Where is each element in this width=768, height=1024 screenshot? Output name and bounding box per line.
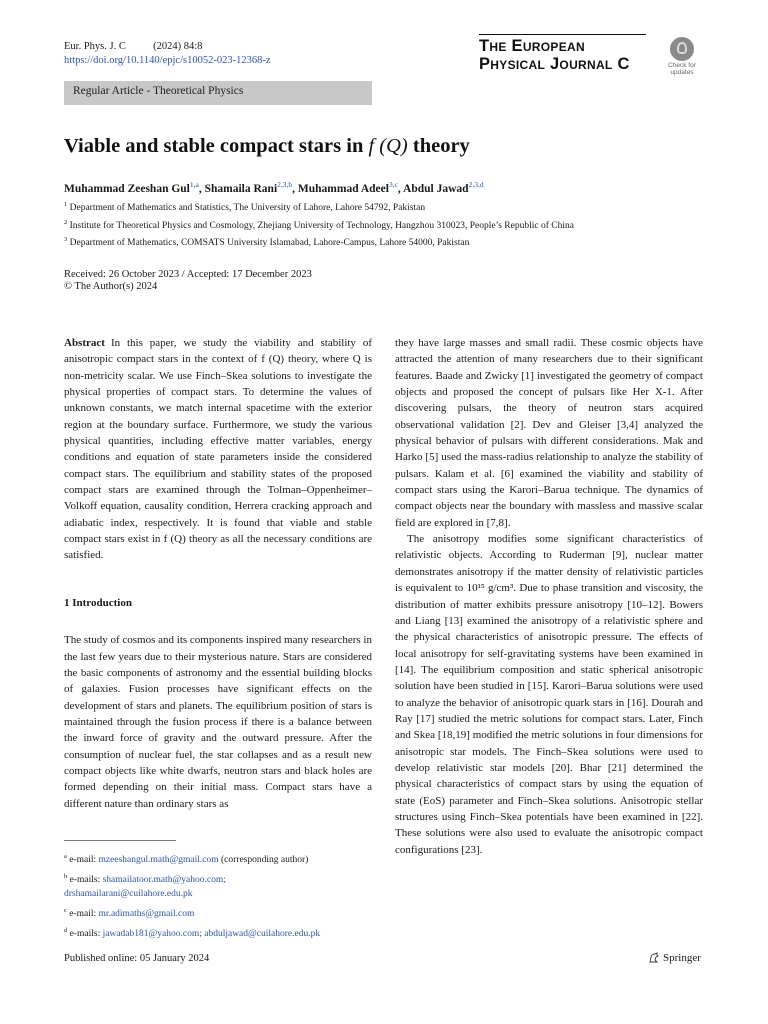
affiliation: $^1$ Department of Mathematics and Statistics, The University of Lahore, Lahore 54792, Pakistan [64, 201, 426, 214]
check-for-updates-badge[interactable] [662, 35, 702, 75]
author[interactable]: Muhammad Adeel$^{3,c}$, [297, 180, 404, 195]
author[interactable]: Muhammad Zeeshan Gul$^{1,a}$, [64, 180, 205, 195]
section-heading-introduction: 1 Introduction [64, 596, 132, 609]
email-link[interactable]: mr.adimaths@gmail.com [98, 909, 195, 920]
publisher-name: Springer [663, 952, 701, 964]
journal-abbrev: Eur. Phys. J. C [64, 41, 126, 52]
affiliation: $^2$ Institute for Theoretical Physics and Cosmology, Zhejiang University of Technology, Hangzhou 310023, People’s Republic of China [64, 218, 574, 231]
badge-text-2: updates [670, 69, 694, 76]
dates-block [64, 269, 312, 293]
badge-text-1: Check for [668, 62, 696, 69]
check-for-updates-icon [670, 37, 694, 61]
left-column [64, 335, 372, 812]
abstract-text: In this paper, we study the viability and stability of anisotropic compact stars in the context of f (Q) theory, where Q is non-metricity scalar. We use Finch–Skea solutions to investigate the physical properties of compact stars. To determine the values of unknown constants, we match internal spacetime with the exterior region at the boundary surface. Furthermore, we study the various physical quantities, including effective matter variables, energy conditions and equation of state parameters inside the considered compact stars. The equilibrium and stability states of the proposed compact stars are examined through the Tolman–Oppenheimer–Volkoff equation, causality condition, Herrera cracking approach and adiabatic index, respectively. It is found that viable and stable compact stars exist in f (Q) theory as all the necessary conditions are satisfied. [64, 337, 372, 562]
author[interactable]: Abdul Jawad$^{2,3,d}$ [403, 180, 484, 195]
publisher-logo [648, 952, 701, 964]
title-math: f (Q) [368, 135, 408, 157]
affiliations [64, 198, 704, 251]
footnote: $^d$ e-mails: jawadab181@yahoo.com; abduljawad@cuilahore.edu.pk [64, 927, 321, 940]
email-link[interactable]: mzeeshangul.math@gmail.com [98, 855, 219, 866]
footnotes [64, 850, 374, 945]
body-paragraph: The anisotropy modifies some significant characteristics of relativistic objects. According to Ruderman [9], nuclear matter demonstrates anisotropy if the matter density of relativistic particles is equivalent to 10¹⁵ g/cm³. Due to phase transition and viscosity, the distribution of matter exhibits pressure anisotropy [10–12]. Bowers and Liang [13] examined the anisotropy of a relativistic sphere and the physical characteristics of anisotropic pressure. The effects of local anisotropy for self-gravitating systems have been examined in [14]. The equilibrium composition and static spherical anisotropic solution have been studied in [15]. Karori–Barua solutions were used to analyze the behavior of anisotropic quark stars in [16]. Dourah and Ray [17] studied the metric solutions for compact stars. Later, Finch and Skea [18,19] modified the metric solutions in four dimensions for anisotropic star models. The Finch–Skea solutions were used to develop relativistic star models [20]. Bhar [21] determined the physical characteristics of compact stars by using the equation of state (EoS) parameter and Finch–Skea solutions. Anisotropic stellar structures using Finch–Skea potentials have been examined in [22]. These solutions were also used to evaluate the anisotropic compact configurations [23]. [395, 533, 703, 856]
abstract [64, 335, 372, 564]
paper-title [64, 135, 470, 158]
year-volume: (2024) 84:8 [153, 41, 203, 52]
journal-name-line1: The European [479, 37, 585, 55]
footnote: $^a$ e-mail: mzeeshangul.math@gmail.com (corresponding author) [64, 853, 309, 866]
email-link[interactable]: jawadab181@yahoo.com; [102, 929, 202, 940]
received-dates: Received: 26 October 2023 / Accepted: 17 December 2023 [64, 269, 312, 280]
email-link[interactable]: drshamailarani@cuilahore.edu.pk [64, 888, 193, 899]
intro-paragraph: The study of cosmos and its components inspired many researchers in the last few years due to their mysterious nature. Stars are considered the basic components of astronomy and the essential building blocks of galaxies. Fusion processes have significant effects on the development of stars and planets. The equilibrium position of stars is maintained through the fusion process if there is a balance between the inward force of gravity and the outward pressure. After the consumption of nuclear fuel, the star collapses and as a result new compact objects like white dwarfs, neutron stars and black holes are formed depending on their initial mass. Compact stars have a different nature than ordinary stars as [64, 634, 372, 810]
title-text: Viable and stable compact stars in [64, 135, 369, 157]
article-type-bar [64, 81, 372, 105]
citation-info [64, 40, 270, 68]
journal-name [479, 37, 630, 73]
article-type-label: Regular Article - Theoretical Physics [73, 85, 244, 97]
author[interactable]: Shamaila Rani$^{2,3,b}$, [204, 180, 298, 195]
abstract-label: Abstract [64, 337, 105, 349]
title-text-end: theory [407, 135, 470, 157]
copyright: © The Author(s) 2024 [64, 281, 158, 292]
springer-horse-icon [648, 952, 660, 964]
footnote: $^c$ e-mail: mr.adimaths@gmail.com [64, 906, 195, 920]
footnote-rule [64, 840, 176, 841]
doi-link[interactable]: https://doi.org/10.1140/epjc/s10052-023-12368-z [64, 55, 271, 66]
journal-rule [479, 34, 646, 35]
email-link[interactable]: shamailatoor.math@yahoo.com; [102, 875, 226, 886]
right-column [395, 335, 703, 858]
email-link[interactable]: abduljawad@cuilahore.edu.pk [204, 929, 321, 940]
journal-name-line2: Physical Journal C [479, 55, 630, 73]
footnote: $^b$ e-mails: shamailatoor.math@yahoo.com; drshamailarani@cuilahore.edu.pk [64, 873, 226, 899]
affiliation: $^3$ Department of Mathematics, COMSATS University Islamabad, Lahore-Campus, Lahore 54000, Pakistan [64, 236, 470, 249]
published-date: Published online: 05 January 2024 [64, 953, 210, 964]
body-paragraph: they have large masses and small radii. These cosmic objects have attracted the attention of many researchers due to their significant features. Baade and Zwicky [1] investigated the geometry of compact objects and proposed the concept of pulsars like Her X-1. After discovering pulsars, the theory of neutron stars acquired observational validation [2]. Dev and Gleiser [3,4] analyzed the physical behavior of pulsars with different considerations. Mak and Harko [5] used the mass-radius relationship to analyze the stability of pulsars. Kalam et al. [6] examined the viability and stability of compact stars using the Karori–Barua technique. The dynamics of compact objects near the boundary with massless and massive scalar field are explored in [7,8]. [395, 337, 703, 529]
author-list [64, 180, 484, 195]
